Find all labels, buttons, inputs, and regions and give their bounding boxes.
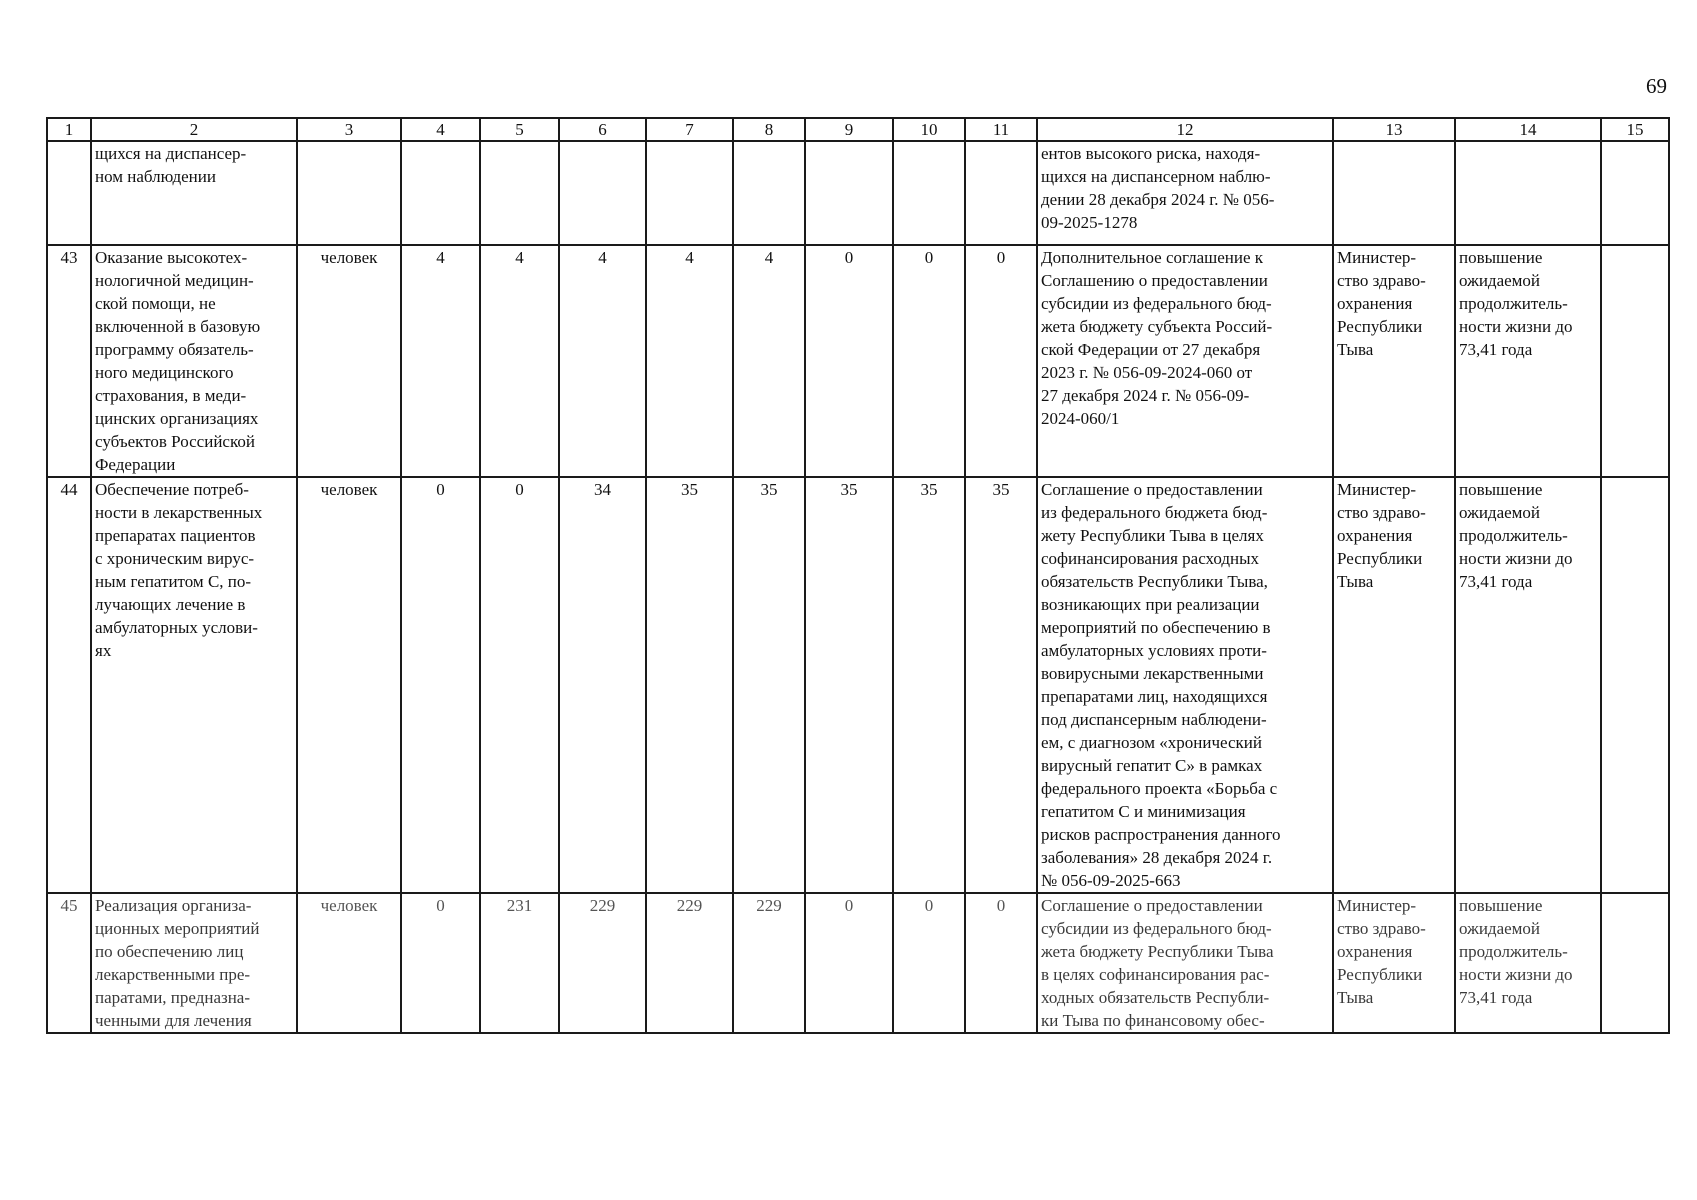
column-header-10: 10	[893, 118, 965, 141]
value-cell-col9: 0	[805, 245, 893, 477]
document-cell: ентов высокого риска, находя- щихся на диспансерном наблю- дении 28 декабря 2024 г. № 056- 09-2025-1278	[1037, 141, 1333, 245]
row-number-cell: 44	[47, 477, 91, 893]
activity-name-cell: Обеспечение потреб- ности в лекарственных препаратах пациентов с хроническим вирус- ным гепатитом С, по- лучающих лечение в амбулаторных услови- ях	[91, 477, 297, 893]
value-cell-col9	[805, 141, 893, 245]
value-cell-col6: 229	[559, 893, 646, 1033]
value-cell-col7: 35	[646, 477, 733, 893]
value-cell-col11: 35	[965, 477, 1037, 893]
value-cell-col7: 229	[646, 893, 733, 1033]
unit-cell: человек	[297, 477, 401, 893]
value-cell-col11: 0	[965, 893, 1037, 1033]
table-row	[47, 477, 1669, 893]
value-cell-col5: 231	[480, 893, 559, 1033]
column-header-8: 8	[733, 118, 805, 141]
table-row	[47, 141, 1669, 245]
document-cell: Соглашение о предоставлении субсидии из федерального бюд- жета бюджету Республики Тыва в целях софинансирования рас- ходных обязательств Республи- ки Тыва по финансовому обес-	[1037, 893, 1333, 1033]
document-cell: Дополнительное соглашение к Соглашению о предоставлении субсидии из федерального бюд- жета бюджету субъекта Россий- ской Федерации от 27 декабря 2023 г. № 056-09-2024-060 от 27 декабря 2024 г. № 056-09- 2024-060/1	[1037, 245, 1333, 477]
value-cell-col4	[401, 141, 480, 245]
responsible-cell: Министер- ство здраво- охранения Республики Тыва	[1333, 245, 1455, 477]
col15-cell	[1601, 245, 1669, 477]
value-cell-col6: 4	[559, 245, 646, 477]
value-cell-col8	[733, 141, 805, 245]
column-header-4: 4	[401, 118, 480, 141]
unit-cell	[297, 141, 401, 245]
table-body	[47, 141, 1669, 1033]
column-number-row	[47, 118, 1669, 141]
table-row	[47, 893, 1669, 1033]
value-cell-col11: 0	[965, 245, 1037, 477]
value-cell-col4: 0	[401, 477, 480, 893]
value-cell-col9: 35	[805, 477, 893, 893]
value-cell-col9: 0	[805, 893, 893, 1033]
activity-name-cell: Оказание высокотех- нологичной медицин- ской помощи, не включенной в базовую программу обязатель- ного медицинского страхования, в меди- цинских организациях субъектов Российской Федерации	[91, 245, 297, 477]
value-cell-col6	[559, 141, 646, 245]
program-table	[46, 117, 1670, 1034]
value-cell-col4: 0	[401, 893, 480, 1033]
result-cell	[1455, 141, 1601, 245]
col15-cell	[1601, 893, 1669, 1033]
unit-cell: человек	[297, 893, 401, 1033]
column-header-9: 9	[805, 118, 893, 141]
unit-cell: человек	[297, 245, 401, 477]
value-cell-col10: 35	[893, 477, 965, 893]
column-header-1: 1	[47, 118, 91, 141]
value-cell-col8: 4	[733, 245, 805, 477]
col15-cell	[1601, 141, 1669, 245]
responsible-cell	[1333, 141, 1455, 245]
activity-name-cell: щихся на диспансер- ном наблюдении	[91, 141, 297, 245]
row-number-cell: 43	[47, 245, 91, 477]
value-cell-col5	[480, 141, 559, 245]
column-header-6: 6	[559, 118, 646, 141]
value-cell-col7: 4	[646, 245, 733, 477]
value-cell-col10	[893, 141, 965, 245]
value-cell-col5: 0	[480, 477, 559, 893]
column-header-7: 7	[646, 118, 733, 141]
row-number-cell: 45	[47, 893, 91, 1033]
responsible-cell: Министер- ство здраво- охранения Республики Тыва	[1333, 893, 1455, 1033]
value-cell-col6: 34	[559, 477, 646, 893]
table-row	[47, 245, 1669, 477]
column-header-12: 12	[1037, 118, 1333, 141]
col15-cell	[1601, 477, 1669, 893]
value-cell-col4: 4	[401, 245, 480, 477]
value-cell-col11	[965, 141, 1037, 245]
column-header-11: 11	[965, 118, 1037, 141]
column-header-2: 2	[91, 118, 297, 141]
responsible-cell: Министер- ство здраво- охранения Республики Тыва	[1333, 477, 1455, 893]
column-header-13: 13	[1333, 118, 1455, 141]
row-number-cell	[47, 141, 91, 245]
value-cell-col10: 0	[893, 245, 965, 477]
value-cell-col5: 4	[480, 245, 559, 477]
value-cell-col7	[646, 141, 733, 245]
column-header-15: 15	[1601, 118, 1669, 141]
column-header-14: 14	[1455, 118, 1601, 141]
value-cell-col10: 0	[893, 893, 965, 1033]
value-cell-col8: 35	[733, 477, 805, 893]
result-cell: повышение ожидаемой продолжитель- ности жизни до 73,41 года	[1455, 893, 1601, 1033]
result-cell: повышение ожидаемой продолжитель- ности жизни до 73,41 года	[1455, 245, 1601, 477]
column-header-3: 3	[297, 118, 401, 141]
page-number: 69	[1646, 74, 1667, 98]
activity-name-cell: Реализация организа- ционных мероприятий по обеспечению лиц лекарственными пре- паратами, предназна- ченными для лечения	[91, 893, 297, 1033]
value-cell-col8: 229	[733, 893, 805, 1033]
column-header-5: 5	[480, 118, 559, 141]
result-cell: повышение ожидаемой продолжитель- ности жизни до 73,41 года	[1455, 477, 1601, 893]
document-cell: Соглашение о предоставлении из федерального бюджета бюд- жету Республики Тыва в целях софинансирования расходных обязательств Республики Тыва, возникающих при реализации мероприятий по обеспечению в амбулаторных условиях проти- вовирусными лекарственными препаратами лиц, находящихся под диспансерным наблюдени- ем, с диагнозом «хронический вирусный гепатит С» в рамках федерального проекта «Борьба с гепатитом С и минимизация рисков распространения данного заболевания» 28 декабря 2024 г. № 056-09-2025-663	[1037, 477, 1333, 893]
